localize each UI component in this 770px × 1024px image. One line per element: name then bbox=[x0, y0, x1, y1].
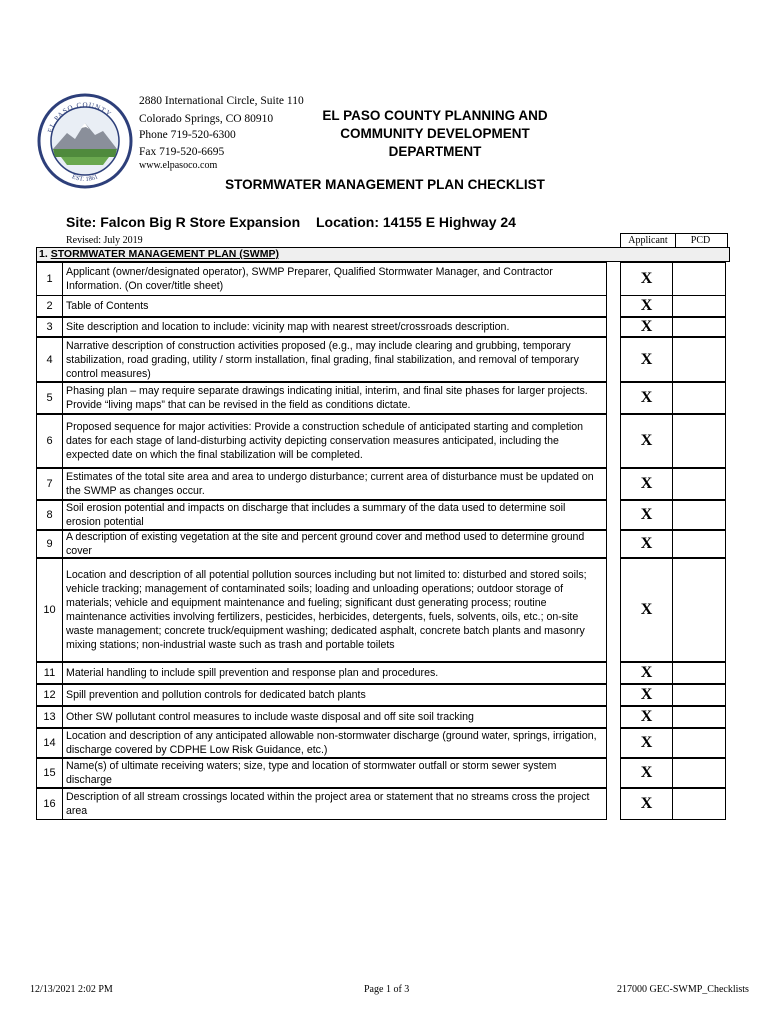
row-description bbox=[63, 414, 607, 468]
row-description bbox=[63, 758, 607, 788]
row-number: 15 bbox=[36, 758, 63, 788]
table-row bbox=[36, 706, 728, 728]
row-description-text: Location and description of all potential pollution sources including but not limited to: disturbed and stored soils; vehicle tracking; management of contaminated soils; loading and unloading operations; outdoor storage of materials; vehicle and equipment maintenance and fueling; significant dust generating process; routine maintenance activities involving fertilizers, pesticides, herbicides, detergents, fuels, solvents, oils, etc.; on-site waste management; concrete truck/equipment washing; dedicated asphalt, concrete batch plants and masonry mixing stations; non-industrial waste such as trash and portable toilets bbox=[66, 569, 587, 651]
row-description bbox=[63, 684, 607, 706]
row-description bbox=[63, 317, 607, 337]
table-row bbox=[36, 684, 728, 706]
row-description-text: Estimates of the total site area and area to undergo disturbance; current area of disturbance must be updated on the SWMP as changes occur. bbox=[66, 471, 594, 497]
applicant-check-cell[interactable]: X bbox=[620, 788, 673, 820]
applicant-check-cell[interactable]: X bbox=[620, 500, 673, 530]
svg-text:EL PASO COUNTY: EL PASO COUNTY bbox=[46, 100, 114, 134]
row-description bbox=[63, 728, 607, 758]
row-number: 1 bbox=[36, 262, 63, 296]
row-description-text: Material handling to include spill prevention and response plan and procedures. bbox=[66, 667, 439, 679]
table-row bbox=[36, 295, 728, 317]
row-number: 16 bbox=[36, 788, 63, 820]
applicant-check-cell[interactable]: X bbox=[620, 706, 673, 728]
row-number: 5 bbox=[36, 382, 63, 414]
department-line-3: DEPARTMENT bbox=[388, 144, 482, 159]
pcd-check-cell[interactable] bbox=[673, 684, 726, 706]
pcd-check-cell[interactable] bbox=[673, 662, 726, 684]
row-description-text: Name(s) of ultimate receiving waters; size, type and location of stormwater outfall or storm sewer system discharge bbox=[66, 760, 557, 786]
pcd-check-cell[interactable] bbox=[673, 558, 726, 662]
row-description-text: Description of all stream crossings located within the project area or statement that no streams cross the project area bbox=[66, 791, 590, 817]
column-header-pcd: PCD bbox=[674, 233, 728, 248]
svg-text:EST. 1861: EST. 1861 bbox=[70, 173, 100, 184]
row-description-text: Table of Contents bbox=[66, 300, 149, 312]
row-description bbox=[63, 468, 607, 500]
table-row bbox=[36, 662, 728, 684]
row-description bbox=[63, 337, 607, 382]
county-seal-logo bbox=[37, 93, 133, 189]
pcd-check-cell[interactable] bbox=[673, 500, 726, 530]
applicant-check-cell[interactable]: X bbox=[620, 684, 673, 706]
applicant-check-cell[interactable]: X bbox=[620, 468, 673, 500]
table-row bbox=[36, 500, 728, 530]
footer-date: 12/13/2021 2:02 PM bbox=[30, 984, 113, 995]
applicant-check-cell[interactable]: X bbox=[620, 382, 673, 414]
row-number: 7 bbox=[36, 468, 63, 500]
section-heading bbox=[36, 247, 730, 262]
pcd-check-cell[interactable] bbox=[673, 706, 726, 728]
address-line-2: Colorado Springs, CO 80910 bbox=[139, 113, 274, 125]
row-description bbox=[63, 788, 607, 820]
row-number: 12 bbox=[36, 684, 63, 706]
checklist-title: STORMWATER MANAGEMENT PLAN CHECKLIST bbox=[225, 177, 545, 192]
row-number: 10 bbox=[36, 558, 63, 662]
row-description bbox=[63, 530, 607, 558]
row-description-text: Spill prevention and pollution controls for dedicated batch plants bbox=[66, 689, 366, 701]
row-number: 4 bbox=[36, 337, 63, 382]
row-description bbox=[63, 706, 607, 728]
site-location: Location: 14155 E Highway 24 bbox=[316, 214, 516, 230]
pcd-check-cell[interactable] bbox=[673, 382, 726, 414]
site-name: Site: Falcon Big R Store Expansion bbox=[66, 214, 301, 230]
department-name bbox=[290, 107, 580, 161]
row-description bbox=[63, 262, 607, 296]
website-link: www.elpasoco.com bbox=[139, 160, 218, 171]
row-number: 14 bbox=[36, 728, 63, 758]
table-row bbox=[36, 468, 728, 500]
row-description-text: Other SW pollutant control measures to include waste disposal and off site soil tracking bbox=[66, 711, 474, 723]
row-number: 2 bbox=[36, 295, 63, 317]
table-row bbox=[36, 728, 728, 758]
row-number: 9 bbox=[36, 530, 63, 558]
pcd-check-cell[interactable] bbox=[673, 337, 726, 382]
address-line-1: 2880 International Circle, Suite 110 bbox=[139, 95, 304, 107]
row-number: 13 bbox=[36, 706, 63, 728]
row-description-text: Phasing plan – may require separate drawings indicating initial, interim, and final site phases for larger projects. Provide “living maps” that can be revised in the field as conditions dictate. bbox=[66, 385, 588, 411]
table-row bbox=[36, 530, 728, 558]
table-row bbox=[36, 788, 728, 820]
row-description-text: Site description and location to include: vicinity map with nearest street/crossroads description. bbox=[66, 321, 510, 333]
row-description-text: Soil erosion potential and impacts on discharge that includes a summary of the data used to determine soil erosion potential bbox=[66, 502, 566, 528]
pcd-check-cell[interactable] bbox=[673, 758, 726, 788]
pcd-check-cell[interactable] bbox=[673, 262, 726, 296]
row-description-text: Narrative description of construction activities proposed (e.g., may include clearing and grubbing, temporary stabilization, road grading, utility / storm installation, final grading, final stabilization, and removal of temporary control measures) bbox=[66, 339, 579, 380]
applicant-check-cell[interactable]: X bbox=[620, 262, 673, 296]
row-description bbox=[63, 295, 607, 317]
phone-number: Phone 719-520-6300 bbox=[139, 129, 236, 141]
pcd-check-cell[interactable] bbox=[673, 788, 726, 820]
pcd-check-cell[interactable] bbox=[673, 414, 726, 468]
pcd-check-cell[interactable] bbox=[673, 468, 726, 500]
applicant-check-cell[interactable]: X bbox=[620, 662, 673, 684]
footer-page-number: Page 1 of 3 bbox=[364, 984, 410, 995]
section-title: STORMWATER MANAGEMENT PLAN (SWMP) bbox=[50, 248, 279, 260]
section-number: 1. bbox=[39, 248, 48, 260]
row-number: 6 bbox=[36, 414, 63, 468]
row-number: 3 bbox=[36, 317, 63, 337]
department-line-2: COMMUNITY DEVELOPMENT bbox=[340, 126, 530, 141]
table-row bbox=[36, 558, 728, 662]
applicant-check-cell[interactable]: X bbox=[620, 758, 673, 788]
pcd-check-cell[interactable] bbox=[673, 317, 726, 337]
table-row bbox=[36, 758, 728, 788]
table-row bbox=[36, 382, 728, 414]
applicant-check-cell[interactable]: X bbox=[620, 530, 673, 558]
applicant-check-cell[interactable]: X bbox=[620, 558, 673, 662]
table-row bbox=[36, 262, 728, 296]
pcd-check-cell[interactable] bbox=[673, 295, 726, 317]
revised-date: Revised: July 2019 bbox=[66, 235, 143, 246]
applicant-check-cell[interactable]: X bbox=[620, 337, 673, 382]
row-description-text: A description of existing vegetation at the site and percent ground cover and method used to determine ground cover bbox=[66, 531, 585, 557]
row-description-text: Applicant (owner/designated operator), SWMP Preparer, Qualified Stormwater Manager, and Contractor Information. (On cover/title sheet) bbox=[66, 266, 553, 292]
applicant-check-cell[interactable]: X bbox=[620, 728, 673, 758]
applicant-check-cell[interactable]: X bbox=[620, 295, 673, 317]
row-number: 11 bbox=[36, 662, 63, 684]
footer-file-name: 217000 GEC-SWMP_Checklists bbox=[617, 984, 749, 995]
pcd-check-cell[interactable] bbox=[673, 728, 726, 758]
applicant-check-cell[interactable]: X bbox=[620, 317, 673, 337]
row-description-text: Location and description of any anticipated allowable non-stormwater discharge (ground water, springs, irrigation, discharge covered by CDPHE Low Risk Guidance, etc.) bbox=[66, 730, 597, 756]
fax-number: Fax 719-520-6695 bbox=[139, 146, 225, 158]
column-header-applicant: Applicant bbox=[620, 233, 676, 248]
row-number: 8 bbox=[36, 500, 63, 530]
row-description bbox=[63, 558, 607, 662]
table-row bbox=[36, 414, 728, 468]
pcd-check-cell[interactable] bbox=[673, 530, 726, 558]
department-line-1: EL PASO COUNTY PLANNING AND bbox=[322, 108, 548, 123]
row-description bbox=[63, 500, 607, 530]
row-description bbox=[63, 382, 607, 414]
table-row bbox=[36, 337, 728, 382]
row-description bbox=[63, 662, 607, 684]
applicant-check-cell[interactable]: X bbox=[620, 414, 673, 468]
row-description-text: Proposed sequence for major activities: Provide a construction schedule of anticipated starting and completion dates for each stage of land-disturbing activity depicting conservation measures anticipated, including the expected date on which the final stabilization will be completed. bbox=[66, 421, 584, 461]
table-row bbox=[36, 317, 728, 337]
